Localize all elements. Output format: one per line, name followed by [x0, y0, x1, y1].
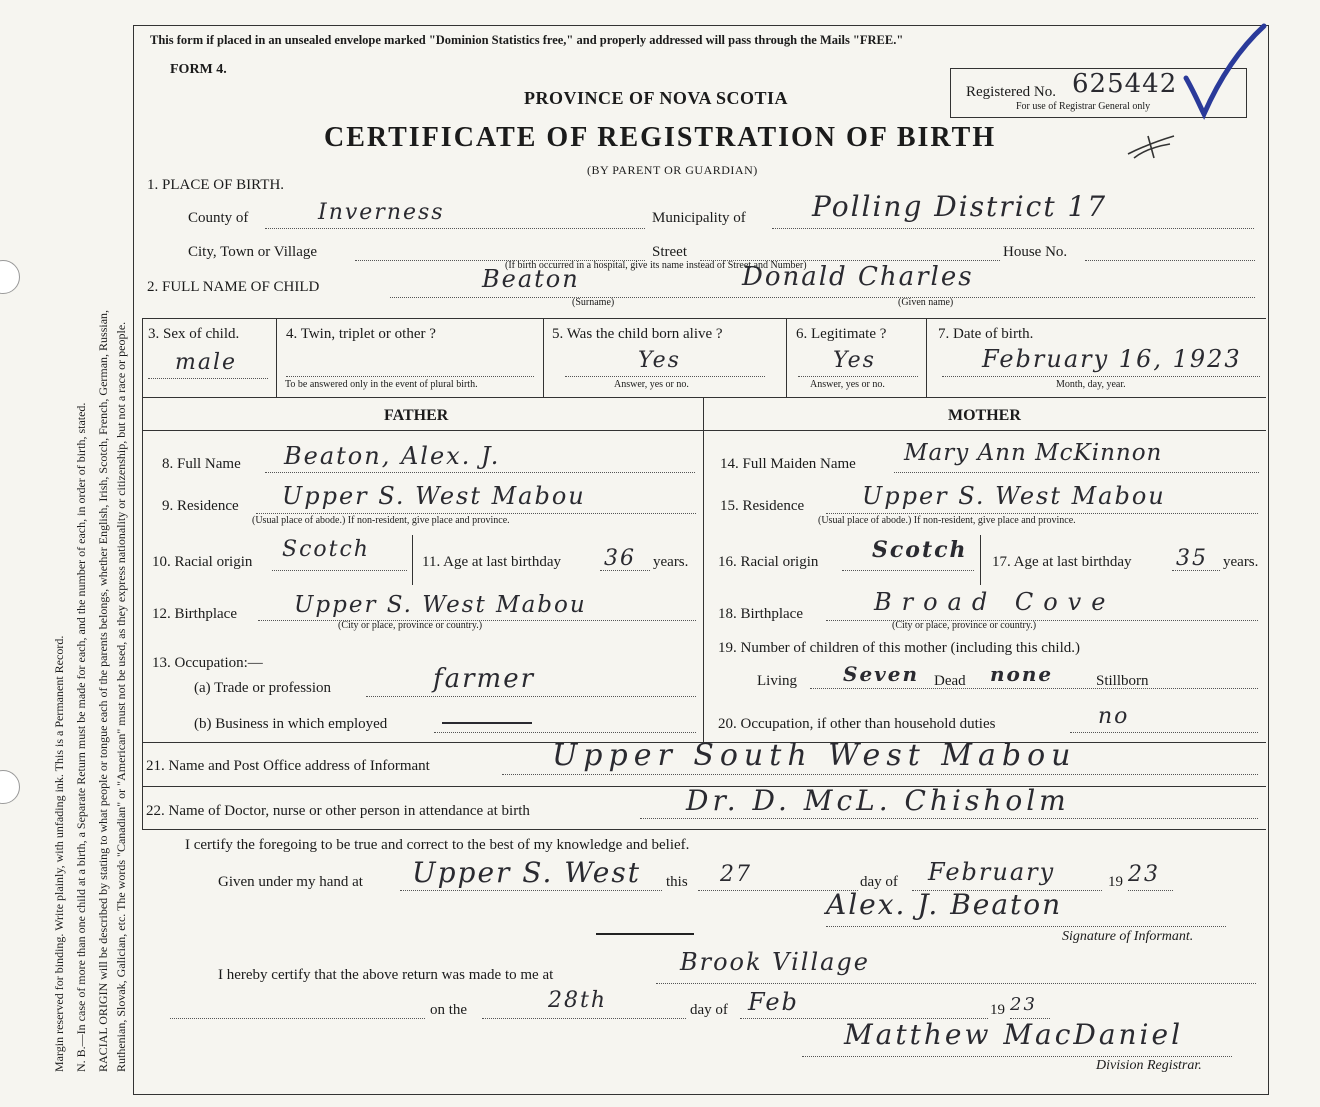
doctor-value: Dr. D. McL. Chisholm — [686, 784, 1070, 817]
certification-month: February — [928, 858, 1056, 886]
registrar-caption: Division Registrar. — [1096, 1058, 1202, 1073]
twin-note: To be answered only in the event of plural birth. — [285, 379, 478, 390]
mail-note: This form if placed in an unsealed envelope marked "Dominion Statistics free," and properly addressed will pass through the Mails "FREE." — [150, 33, 904, 47]
informant-signature: Alex. J. Beaton — [826, 888, 1063, 921]
trade-label: (a) Trade or profession — [194, 680, 332, 696]
informant-value: Upper South West Mabou — [552, 738, 1077, 773]
legitimate-label: 6. Legitimate ? — [796, 326, 887, 342]
father-racial-label: 10. Racial origin — [152, 554, 253, 570]
county-value: Inverness — [318, 200, 445, 225]
blue-checkmark-icon — [1180, 20, 1270, 120]
registrar-year-prefix: 19 — [990, 1002, 1005, 1018]
business-label: (b) Business in which employed — [194, 716, 388, 732]
registered-label: Registered No. — [966, 84, 1056, 100]
return-place: Brook Village — [680, 948, 870, 976]
margin-note-multiple-births: N. B.—In case of more than one child at a birth, a Separate Return must be made for each, and the number of each, in order of birth, stated. — [74, 402, 88, 1072]
registrar-month: Feb — [748, 988, 799, 1016]
sex-value: male — [175, 350, 238, 375]
mother-birthplace-caption: (City or place, province or country.) — [892, 620, 1037, 631]
given-under-label: Given under my hand at — [218, 874, 363, 890]
father-name-label: 8. Full Name — [162, 456, 241, 472]
certification-day: 27 — [720, 862, 752, 887]
registered-number: 625442 — [1072, 69, 1178, 99]
city-label: City, Town or Village — [188, 244, 318, 260]
occupation-label: 13. Occupation:— — [152, 655, 263, 671]
date-of-birth-value: February 16, 1923 — [982, 345, 1242, 373]
father-birthplace-caption: (City or place, province or country.) — [338, 620, 483, 631]
registrar-day: 28th — [548, 988, 608, 1013]
father-residence-label: 9. Residence — [162, 498, 239, 514]
page-subtitle: (BY PARENT OR GUARDIAN) — [587, 163, 758, 177]
county-label: County of — [188, 210, 249, 226]
mother-heading: MOTHER — [948, 407, 1021, 424]
form-number: FORM 4. — [170, 62, 227, 77]
mother-birthplace-label: 18. Birthplace — [718, 606, 803, 622]
born-alive-label: 5. Was the child born alive ? — [552, 326, 723, 342]
separator-rule — [596, 933, 694, 935]
binding-hole-top — [0, 260, 20, 294]
dead-value: none — [990, 662, 1054, 686]
stillborn-label: Stillborn — [1096, 673, 1149, 689]
trade-value: farmer — [433, 664, 536, 694]
father-racial-value: Scotch — [282, 537, 370, 562]
mother-residence-value: Upper S. West Mabou — [862, 482, 1166, 510]
given-place: Upper S. West — [412, 856, 641, 889]
mother-name-label: 14. Full Maiden Name — [720, 456, 856, 472]
date-of-birth-caption: Month, day, year. — [1056, 379, 1126, 390]
date-of-birth-label: 7. Date of birth. — [938, 326, 1034, 342]
registrar-signature: Matthew MacDaniel — [844, 1018, 1184, 1051]
clerk-mark-icon — [1124, 130, 1178, 164]
children-count-label: 19. Number of children of this mother (including this child.) — [718, 640, 1081, 656]
mother-residence-label: 15. Residence — [720, 498, 805, 514]
father-heading: FATHER — [384, 407, 449, 424]
certification-statement: I certify the foregoing to be true and correct to the best of my knowledge and belief. — [185, 837, 690, 853]
province-heading: PROVINCE OF NOVA SCOTIA — [524, 88, 789, 108]
hospital-note: (If birth occurred in a hospital, give its name instead of Street and Number) — [505, 260, 807, 271]
doctor-label: 22. Name of Doctor, nurse or other person in attendance at birth — [146, 803, 530, 819]
father-residence-caption: (Usual place of abode.) If non-resident, give place and province. — [252, 515, 510, 526]
mother-age-label: 17. Age at last birthday — [992, 554, 1132, 570]
registrar-day-of-label: day of — [690, 1002, 728, 1018]
binding-hole-bottom — [0, 770, 20, 804]
mother-name-value: Mary Ann McKinnon — [904, 440, 1163, 466]
municipality-label: Municipality of — [652, 210, 746, 226]
born-alive-caption: Answer, yes or no. — [614, 379, 689, 390]
given-name-caption: (Given name) — [898, 297, 954, 308]
margin-note-binding: Margin reserved for binding. Write plainly, with unfading ink. This is a Permanent Record. — [52, 635, 66, 1072]
living-label: Living — [757, 673, 797, 689]
mother-residence-caption: (Usual place of abode.) If non-resident, give place and province. — [818, 515, 1076, 526]
margin-note-racial-origin: RACIAL ORIGIN will be described by stating to what people or tongue each of the parents belongs, whether English, Irish, Scotch, French, German, Russian, — [96, 309, 110, 1072]
mother-racial-value: Scotch — [872, 537, 968, 563]
house-number-label: House No. — [1003, 244, 1068, 260]
mother-racial-label: 16. Racial origin — [718, 554, 819, 570]
this-label: this — [666, 874, 688, 890]
father-age-value: 36 — [604, 546, 636, 571]
informant-signature-caption: Signature of Informant. — [1062, 929, 1194, 944]
on-the-label: on the — [430, 1002, 468, 1018]
father-residence-value: Upper S. West Mabou — [282, 482, 586, 510]
return-made-label: I hereby certify that the above return was made to me at — [218, 967, 554, 983]
father-age-unit: years. — [653, 554, 689, 570]
mother-age-unit: years. — [1223, 554, 1259, 570]
registrar-note: For use of Registrar General only — [1016, 101, 1151, 112]
certification-year-prefix: 19 — [1108, 874, 1123, 890]
informant-label: 21. Name and Post Office address of Informant — [146, 758, 430, 774]
child-name-label: 2. FULL NAME OF CHILD — [147, 279, 320, 295]
father-birthplace-value: Upper S. West Mabou — [294, 592, 587, 618]
street-label: Street — [652, 244, 687, 260]
father-birthplace-label: 12. Birthplace — [152, 606, 237, 622]
registrar-year: 23 — [1010, 994, 1037, 1015]
born-alive-value: Yes — [638, 348, 681, 373]
margin-note-nationality: Ruthenian, Slovak, Galician, etc. The words "Canadian" or "American" must not be used, as they express nationality or citizenship, but not a race or people. — [114, 321, 128, 1072]
twin-label: 4. Twin, triplet or other ? — [286, 326, 436, 342]
sex-label: 3. Sex of child. — [148, 326, 240, 342]
page-title: CERTIFICATE OF REGISTRATION OF BIRTH — [324, 122, 997, 153]
mother-age-value: 35 — [1176, 546, 1208, 571]
day-of-label: day of — [860, 874, 898, 890]
place-of-birth-label: 1. PLACE OF BIRTH. — [147, 177, 285, 193]
surname-caption: (Surname) — [572, 297, 615, 308]
municipality-value: Polling District 17 — [812, 190, 1108, 223]
mother-occupation-value: no — [1098, 704, 1130, 729]
child-surname: Beaton — [482, 265, 580, 293]
mother-birthplace-value: Broad Cove — [874, 588, 1116, 616]
dead-label: Dead — [934, 673, 966, 689]
business-dash — [442, 722, 532, 724]
living-value: Seven — [843, 662, 920, 686]
father-name-value: Beaton, Alex. J. — [284, 442, 501, 470]
mother-occupation-label: 20. Occupation, if other than household duties — [718, 716, 996, 732]
legitimate-caption: Answer, yes or no. — [810, 379, 885, 390]
child-given-name: Donald Charles — [742, 262, 974, 292]
father-age-label: 11. Age at last birthday — [422, 554, 561, 570]
legitimate-value: Yes — [833, 348, 876, 373]
certification-year: 23 — [1128, 862, 1160, 887]
